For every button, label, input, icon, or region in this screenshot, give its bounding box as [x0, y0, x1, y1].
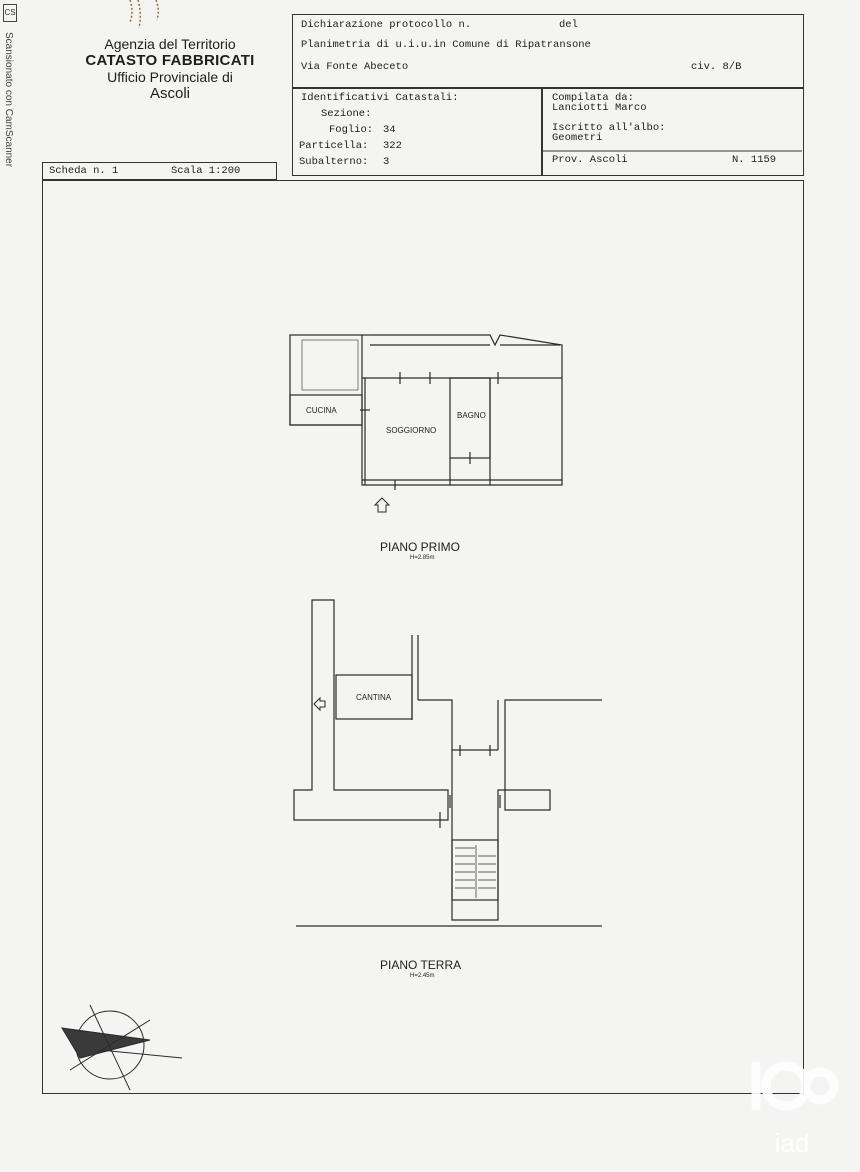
- albo-number: N. 1159: [732, 154, 777, 166]
- room-bagno: BAGNO: [457, 411, 486, 420]
- del-label: del: [559, 19, 578, 31]
- piano-primo-plan: [290, 335, 562, 512]
- catasto-title: CATASTO FABBRICATI: [85, 52, 255, 70]
- iad-logo-watermark: [742, 1048, 842, 1158]
- iad-logo-text: iad: [774, 1128, 810, 1158]
- scheda-label: Scheda n. 1: [49, 165, 119, 177]
- subalterno-value: 3: [383, 156, 390, 168]
- via-label: Via Fonte Abeceto: [301, 61, 409, 73]
- piano-terra-height: H=2.45m: [410, 973, 435, 979]
- subalterno-label: Subalterno:: [299, 156, 369, 168]
- scanner-side-text: Scansionato con CamScanner: [3, 32, 14, 168]
- particella-value: 322: [383, 140, 402, 152]
- sezione-label: Sezione:: [321, 108, 372, 120]
- north-arrow-icon: [62, 1005, 182, 1090]
- planimetria-line: Planimetria di u.i.u.in Comune di Ripatransone: [301, 39, 591, 51]
- compilata-name: Lanciotti Marco: [552, 102, 647, 114]
- civico-label: civ. 8/B: [691, 61, 742, 73]
- camscanner-badge: CS: [3, 4, 17, 22]
- foglio-label: Foglio:: [329, 124, 374, 136]
- piano-primo-height: H=2.85m: [410, 555, 435, 561]
- albo-value: Geometri: [552, 132, 603, 144]
- room-cantina: CANTINA: [356, 693, 392, 702]
- compilata-label: Compilata da:: [552, 92, 634, 104]
- iscritto-label: Iscritto all'albo:: [552, 122, 666, 134]
- piano-terra-plan: [294, 600, 602, 926]
- piano-primo-title: PIANO PRIMO: [380, 540, 461, 554]
- scala-label: Scala 1:200: [171, 165, 241, 177]
- room-soggiorno: SOGGIORNO: [386, 426, 437, 435]
- dichiarazione-label: Dichiarazione protocollo n.: [301, 19, 472, 31]
- ufficio-label: Ufficio Provinciale di: [107, 69, 233, 86]
- foglio-value: 34: [383, 124, 396, 136]
- particella-label: Particella:: [299, 140, 369, 152]
- agency-name: Agenzia del Territorio: [104, 36, 236, 52]
- prov-label: Prov. Ascoli: [552, 154, 628, 166]
- ufficio-city: Ascoli: [149, 85, 190, 103]
- room-cucina: CUCINA: [306, 406, 337, 415]
- identificativi-title: Identificativi Catastali:: [301, 92, 459, 104]
- piano-terra-title: PIANO TERRA: [380, 958, 462, 972]
